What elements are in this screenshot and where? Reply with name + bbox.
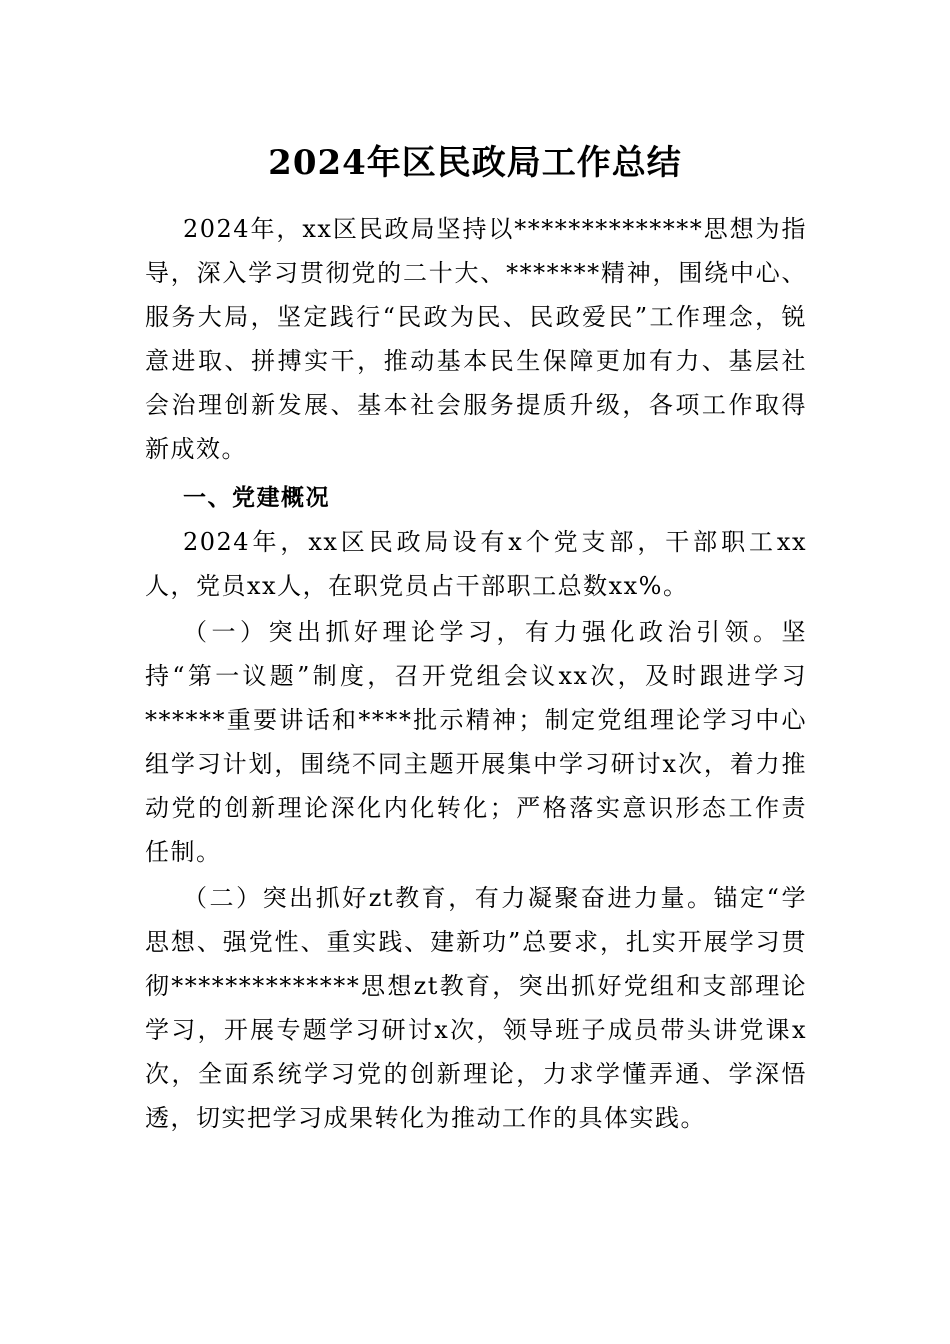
- education-paragraph: （二）突出抓好zt教育，有力凝聚奋进力量。锚定“学思想、强党性、重实践、建新功”总要求，扎实开展学习贯彻**************思想zt教育，突出抓好党组和支部理论学习，开展专题学习研讨x次，领导班子成员带头讲党课x次，全面系统学习党的创新理论，力求学懂弄通、学深悟透，切实把学习成果转化为推动工作的具体实践。: [145, 884, 807, 1132]
- party-overview-paragraph: 2024年，xx区民政局设有x个党支部，干部职工xx人，党员xx人，在职党员占干部职工总数xx%。: [145, 528, 807, 600]
- document-title: 2024年区民政局工作总结: [268, 142, 682, 183]
- theory-study-paragraph: （一）突出抓好理论学习，有力强化政治引领。坚持“第一议题”制度，召开党组会议xx次，及时跟进学习******重要讲话和****批示精神；制定党组理论学习中心组学习计划，围绕不同主题开展集中学习研讨x次，着力推动党的创新理论深化内化转化；严格落实意识形态工作责任制。: [145, 618, 807, 866]
- intro-paragraph: 2024年，xx区民政局坚持以**************思想为指导，深入学习贯彻党的二十大、*******精神，围绕中心、服务大局，坚定践行“民政为民、民政爱民”工作理念，锐意进取、拼搏实干，推动基本民生保障更加有力、基层社会治理创新发展、基本社会服务提质升级，各项工作取得新成效。: [145, 215, 807, 463]
- section-heading-party-building: 一、党建概况: [183, 485, 330, 511]
